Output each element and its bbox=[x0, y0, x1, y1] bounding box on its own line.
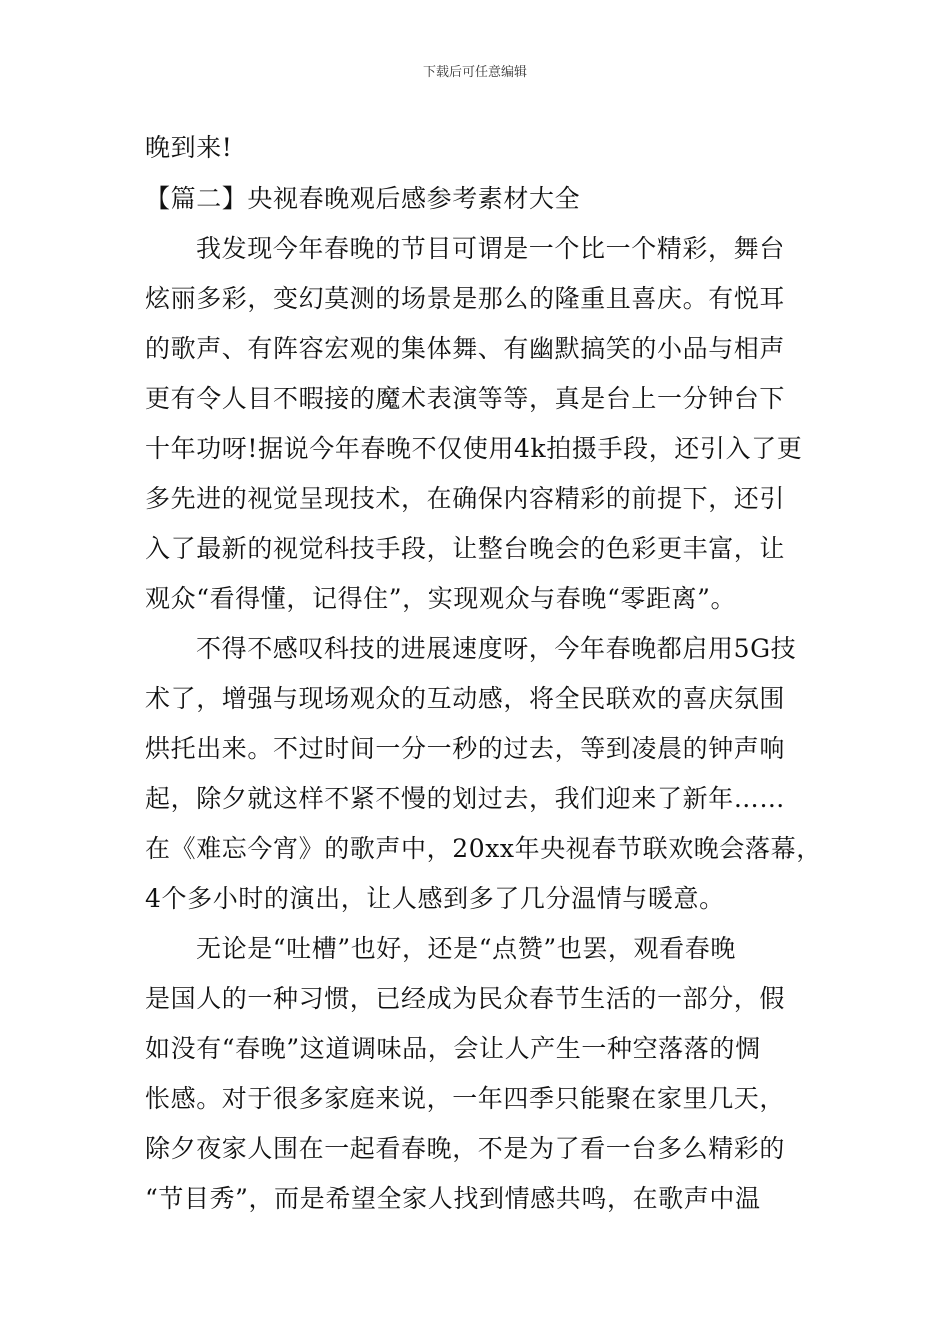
text-line: 观众“看得懂，记得住”，实现观众与春晚“零距离”。 bbox=[145, 584, 737, 613]
text-line: 怅感。对于很多家庭来说，一年四季只能聚在家里几天， bbox=[145, 1084, 786, 1113]
text-line: 是国人的一种习惯，已经成为民众春节生活的一部分，假 bbox=[145, 984, 786, 1013]
text-line: 入了最新的视觉科技手段，让整台晚会的色彩更丰富，让 bbox=[145, 534, 786, 563]
paragraph-first-line: 我发现今年春晚的节目可谓是一个比一个精彩，舞台 bbox=[196, 234, 785, 263]
text-line: 烘托出来。不过时间一分一秒的过去，等到凌晨的钟声响 bbox=[145, 734, 786, 763]
text-line: 起，除夕就这样不紧不慢的划过去，我们迎来了新年…… bbox=[145, 784, 786, 813]
paragraph-first-line: 无论是“吐槽”也好，还是“点赞”也罢，观看春晚 bbox=[196, 934, 736, 963]
paragraph-first-line: 不得不感叹科技的进展速度呀，今年春晚都启用5G技 bbox=[196, 634, 797, 663]
text-line: 除夕夜家人围在一起看春晚，不是为了看一台多么精彩的 bbox=[145, 1134, 786, 1163]
text-line: “节目秀”，而是希望全家人找到情感共鸣，在歌声中温 bbox=[145, 1184, 761, 1213]
text-line: 多先进的视觉呈现技术，在确保内容精彩的前提下，还引 bbox=[145, 484, 786, 513]
page-header: 下载后可任意编辑 bbox=[422, 65, 527, 80]
text-line: 的歌声、有阵容宏观的集体舞、有幽默搞笑的小品与相声 bbox=[145, 334, 786, 363]
text-line: 在《难忘今宵》的歌声中，20xx年央视春节联欢晚会落幕， bbox=[145, 834, 822, 863]
section-heading: 【篇二】央视春晚观后感参考素材大全 bbox=[145, 184, 581, 213]
text-line: 更有令人目不暇接的魔术表演等等，真是台上一分钟台下 bbox=[145, 384, 786, 413]
text-line: 晚到来! bbox=[145, 133, 233, 162]
text-line: 术了，增强与现场观众的互动感，将全民联欢的喜庆氛围 bbox=[145, 684, 786, 713]
text-line: 十年功呀!据说今年春晚不仅使用4k拍摄手段，还引入了更 bbox=[145, 434, 803, 463]
text-line: 4个多小时的演出，让人感到多了几分温情与暖意。 bbox=[145, 884, 725, 913]
text-line: 如没有“春晚”这道调味品，会让人产生一种空落落的惆 bbox=[145, 1034, 761, 1063]
text-line: 炫丽多彩，变幻莫测的场景是那么的隆重且喜庆。有悦耳 bbox=[145, 284, 786, 313]
